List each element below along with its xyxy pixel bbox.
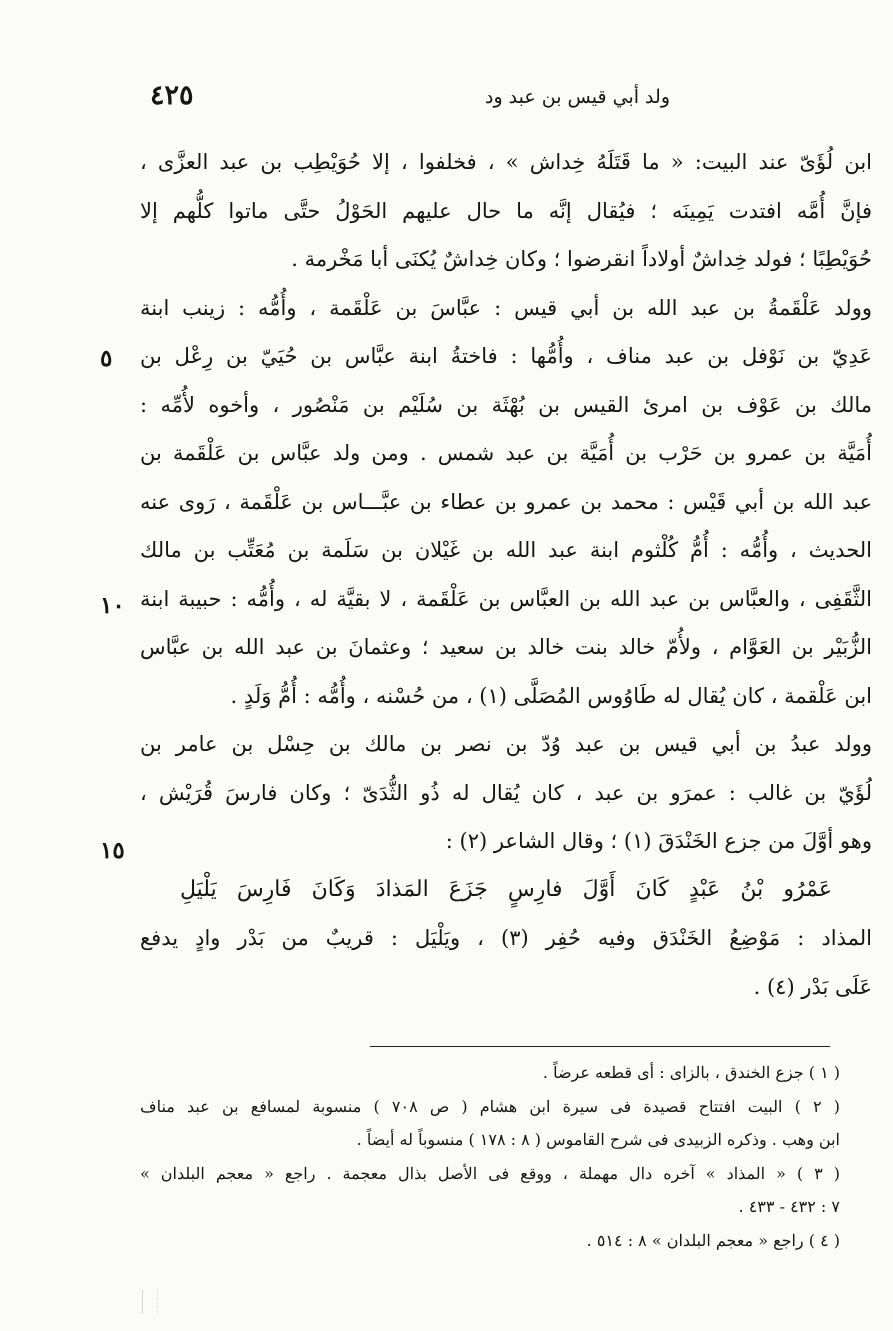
text-line: أُمَيَّة بن عمرو بن حَرْب بن أُمَيَّة بن عبد شمس . ومن ولد عبَّاس بن عَلْقَمة بن bbox=[140, 441, 872, 465]
running-title: ولد أبي قيس بن عبد ود bbox=[484, 86, 670, 108]
footnote-continuation: ابن وهب . وذكره الزبيدى فى شرح القاموس ( ٨ : ١٧٨ ) منسوباً له أيضاً . bbox=[356, 1130, 840, 1149]
text-line: عَلَى بَدْر (٤) . bbox=[753, 974, 872, 999]
text-line: ابن لُؤَىّ عند البيت: « ما قَتَلَهُ خِداش » ، فخلفوا ، إلا حُوَيْطِب بن عبد العزَّى ، bbox=[140, 150, 872, 174]
text-line: الحديث ، وأُمُّه : أُمُّ كُلْثوم ابنة عبد الله بن غَيْلان بن سَلَمة بن مُعَتِّب بن مالك bbox=[140, 538, 872, 562]
footnote-rule bbox=[370, 1046, 830, 1047]
line-number-5: ٥ bbox=[100, 345, 113, 372]
text-line: ابن عَلْقمة ، كان يُقال له طَاوُوس المُصَلَّى (١) ، من حُسْنه ، وأُمُّه : أُمُّ وَلَدٍ . bbox=[230, 683, 872, 708]
footnote: ( ٣ ) « المذاد » آخره دال مهملة ، ووقع فى الأصل بذال معجمة . راجع « معجم البلدان » bbox=[140, 1163, 840, 1183]
footnote: ( ١ ) جزع الخندق ، بالزاى : أى قطعه عرضاً . bbox=[542, 1063, 840, 1082]
text-line: حُوَيْطِبًا ؛ فولد خِداشٌ أولاداً انقرضوا ؛ وكان خِداشٌ يُكنَى أبا مَخْرمة . bbox=[291, 247, 872, 271]
text-line: لُؤَيّ بن غالب : عمرَو بن عبد ، كان يُقال له ذُو الثُّدَىّ ؛ وكان فارسَ قُرَيْش ، bbox=[140, 780, 872, 805]
text-line: وهو أوَّلَ من جزع الخَنْدَقَ (١) ؛ وقال الشاعر (٢) : bbox=[445, 829, 872, 853]
text-line: المذاد : مَوْضِعُ الخَنْدَق وفيه حُفِر (٣) ، ويَلْيَل : قريبٌ من بَدْر وادٍ يدفع bbox=[140, 926, 872, 950]
text-line: الزُّبَيْر بن العَوَّام ، ولأُمّ خالد بنت خالد بن سعيد ؛ وعثمانَ بن عبد الله بن عبَّاس bbox=[140, 635, 872, 659]
text-line: الثَّقَفِى ، والعبَّاس بن عبد الله بن العبَّاس بن عَلْقَمة ، لا بقيَّة له ، وأُمُّه : حبيبة ابنة bbox=[140, 586, 872, 611]
main-text bbox=[140, 138, 872, 1011]
footnote: ( ٤ ) راجع « معجم البلدان » ٨ : ٥١٤ . bbox=[586, 1230, 840, 1250]
line-number-10: ١٠ bbox=[100, 592, 125, 619]
text-line: وولد عبدُ بن أبي قيس بن عبد وُدّ بن نصر بن مالك بن حِسْل بن عامر بن bbox=[140, 732, 872, 756]
text-line: فإنَّ أُمَّه افتدت يَمِينَه ؛ فيُقال إنَّه ما حال عليهم الحَوْلُ حتَّى ماتوا كلُّهم إلا bbox=[140, 198, 872, 223]
footnotes bbox=[140, 1056, 840, 1257]
line-number-15: ١٥ bbox=[100, 837, 125, 864]
text-line: وولد عَلْقَمةُ بن عبد الله بن أبي قيس : عبَّاسَ بن عَلْقَمة ، وأُمُّه : زينب ابنة bbox=[140, 295, 872, 320]
page-number: ٤٢٥ bbox=[150, 80, 194, 111]
text-line: عبد الله بن أبي قَيْس : محمد بن عمرو بن عطاء بن عبَّـــاس بن عَلْقَمة ، رَوى عنه bbox=[140, 489, 872, 514]
scan-mark bbox=[142, 1290, 158, 1314]
text-line: مالك بن عَوْف بن امرئ القيس بن بُهْثَة بن سُلَيْم بن مَنْصُور ، وأخوه لأُمِّه : bbox=[140, 392, 872, 417]
footnote: ( ٢ ) البيت افتتاح قصيدة فى سيرة ابن هشام ( ص ٧٠٨ ) منسوبة لمسافع بن عبد مناف bbox=[140, 1096, 840, 1116]
text-line: عَدِيّ بن نَوْفل بن عبد مناف ، وأُمُّها : فاختةُ ابنة عبَّاس بن حُيَيّ بن رِعْل بن bbox=[140, 344, 872, 368]
page-header bbox=[150, 80, 670, 120]
verse-line: عَمْرُو بْنُ عَبْدٍ كَانَ أَوَّلَ فارِسٍ جَزَعَ المَذادَ وَكَانَ فَارِسَ يَلْيَلِ bbox=[180, 876, 832, 902]
footnote-continuation: ٧ : ٤٣٢ - ٤٣٣ . bbox=[738, 1197, 840, 1216]
